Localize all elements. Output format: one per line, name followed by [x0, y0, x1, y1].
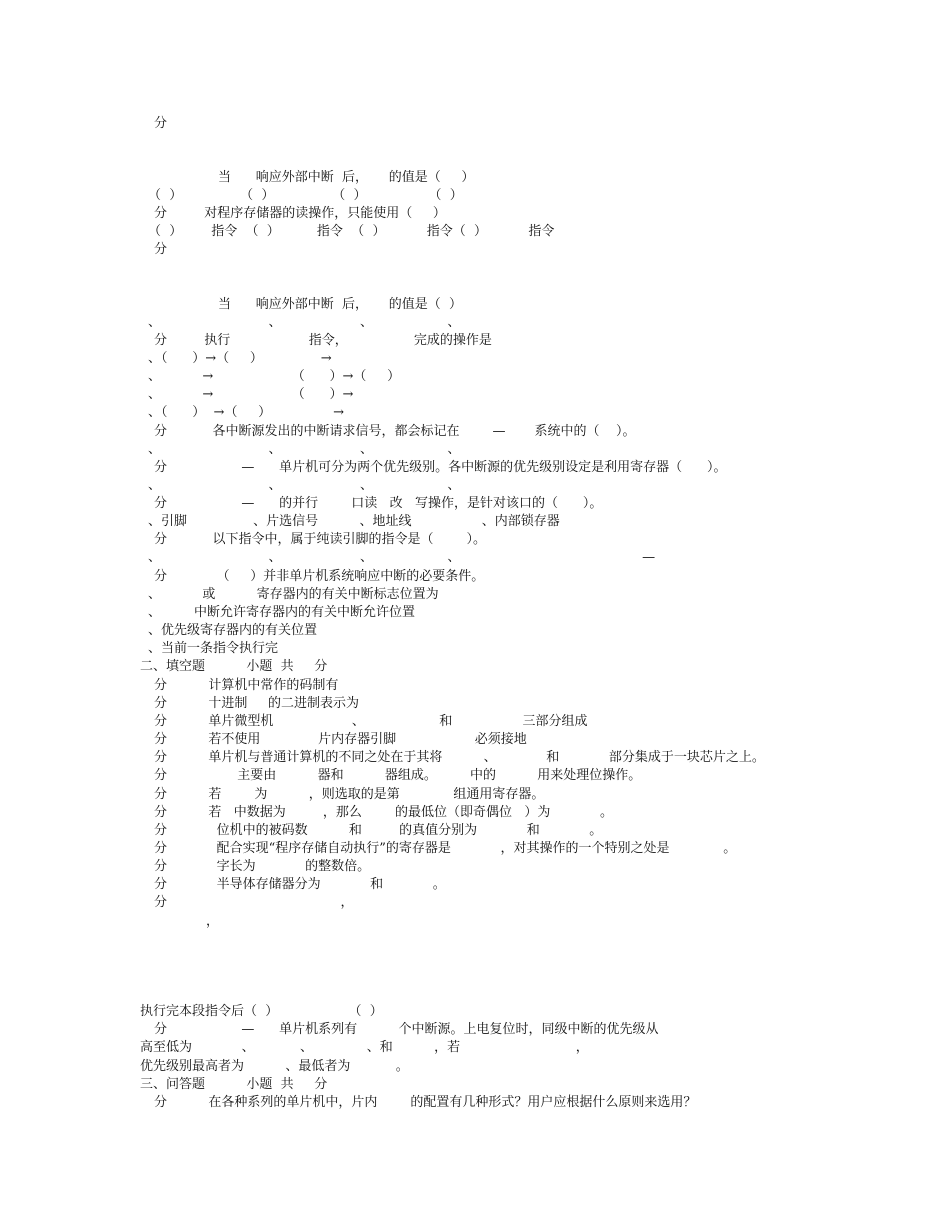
answer-options: 、 、 、 、: [148, 315, 461, 330]
answer-option: 、 中断允许寄存器内的有关中断允许位置: [148, 605, 416, 620]
section-heading: 三、问答题 小题 共 分: [140, 1077, 328, 1092]
fill-in-question: 分 配合实现“程序存储自动执行”的寄存器是 ，对其操作的一个特别之处是 。: [154, 841, 737, 856]
fill-in-question: 分 若不使用 片内存器引脚 必须接地: [154, 732, 527, 747]
answer-options: 、 、 、 、 —: [148, 550, 656, 565]
fill-in-question: 分 ，: [154, 895, 354, 910]
fill-in-question: 分 计算机中常作的码制有: [154, 678, 339, 693]
fill-in-question: 分 字长为 的整数倍。: [154, 859, 371, 874]
question-text: 分 — 单片机可分为两个优先级别。各中断源的优先级别设定是利用寄存器（ ）。: [154, 460, 727, 475]
fill-in-question: 执行完本段指令后（ ） （ ）: [140, 1004, 383, 1019]
section-heading: 二、填空题 小题 共 分: [140, 659, 328, 674]
answer-options: （ ） 指令 （ ） 指令 （ ） 指令（ ） 指令: [148, 224, 555, 239]
fill-in-question: 分 若 为 ，则选取的是第 组通用寄存器。: [154, 787, 545, 802]
fill-in-question: 分 位机中的被码数 和 的真值分别为 和 。: [154, 823, 603, 838]
fill-in-question: 分 十进制 的二进制表示为: [154, 696, 359, 711]
answer-options: 、 、 、 、: [148, 478, 461, 493]
fill-in-fragment: ，: [206, 914, 220, 929]
question-text: 当 响应外部中断 后， 的值是（ ）: [218, 170, 475, 185]
fill-in-question: 分 半导体存储器分为 和 。: [154, 877, 446, 892]
fill-in-question: 高至低为 、 、 、和 ，若 ，: [140, 1040, 589, 1055]
answer-option: 、 → （ ）→: [148, 387, 354, 402]
answer-option: 、（ ） →（ ） →: [148, 405, 344, 420]
question-text: 分 对程序存储器的读操作，只能使用（ ）: [154, 206, 446, 221]
fill-in-question: 分 若 中数据为 ，那么 的最低位（即奇偶位 ）为 。: [154, 805, 613, 820]
question-text: 分 （ ）并非单片机系统响应中断的必要条件。: [154, 569, 485, 584]
question-text: 分 以下指令中，属于纯读引脚的指令是（ ）。: [154, 532, 487, 547]
answer-options: （ ） （ ） （ ） （ ）: [148, 188, 463, 203]
question-text: 当 响应外部中断 后， 的值是（ ）: [218, 297, 462, 312]
score-label: 分: [154, 116, 168, 131]
answer-option: 、 → （ ）→（ ）: [148, 369, 401, 384]
answer-option: 、 或 寄存器内的有关中断标志位置为: [148, 587, 439, 602]
answer-options: 、 、 、 、: [148, 442, 461, 457]
question-text: 分 — 的并行 口读 改 写操作，是针对该口的（ ）。: [154, 496, 603, 511]
fill-in-question: 分 单片机与普通计算机的不同之处在于其将 、 和 部分集成于一块芯片之上。: [154, 750, 765, 765]
answer-option: 、优先级寄存器内的有关位置: [148, 623, 318, 638]
answer-options: 、引脚 、片选信号 、地址线 、内部锁存器: [148, 514, 560, 529]
fill-in-question: 优先级别最高者为 、最低者为 。: [140, 1059, 409, 1074]
score-label: 分: [154, 242, 168, 257]
essay-question: 分 在各种系列的单片机中，片内 的配置有几种形式？用户应根据什么原则来选用？: [154, 1095, 697, 1110]
fill-in-question: 分 主要由 器和 器组成。 中的 用来处理位操作。: [154, 768, 642, 783]
answer-option: 、（ ）→（ ） →: [148, 351, 332, 366]
fill-in-question: 分 单片微型机 、 和 三部分组成: [154, 714, 588, 729]
fill-in-question: 分 — 单片机系列有 个中断源。上电复位时，同级中断的优先级从: [154, 1022, 659, 1037]
question-text: 分 执行 指令， 完成的操作是: [154, 333, 492, 348]
question-text: 分 各中断源发出的中断请求信号，都会标记在 — 系统中的（ ）。: [154, 424, 636, 439]
answer-option: 、当前一条指令执行完: [148, 641, 279, 656]
